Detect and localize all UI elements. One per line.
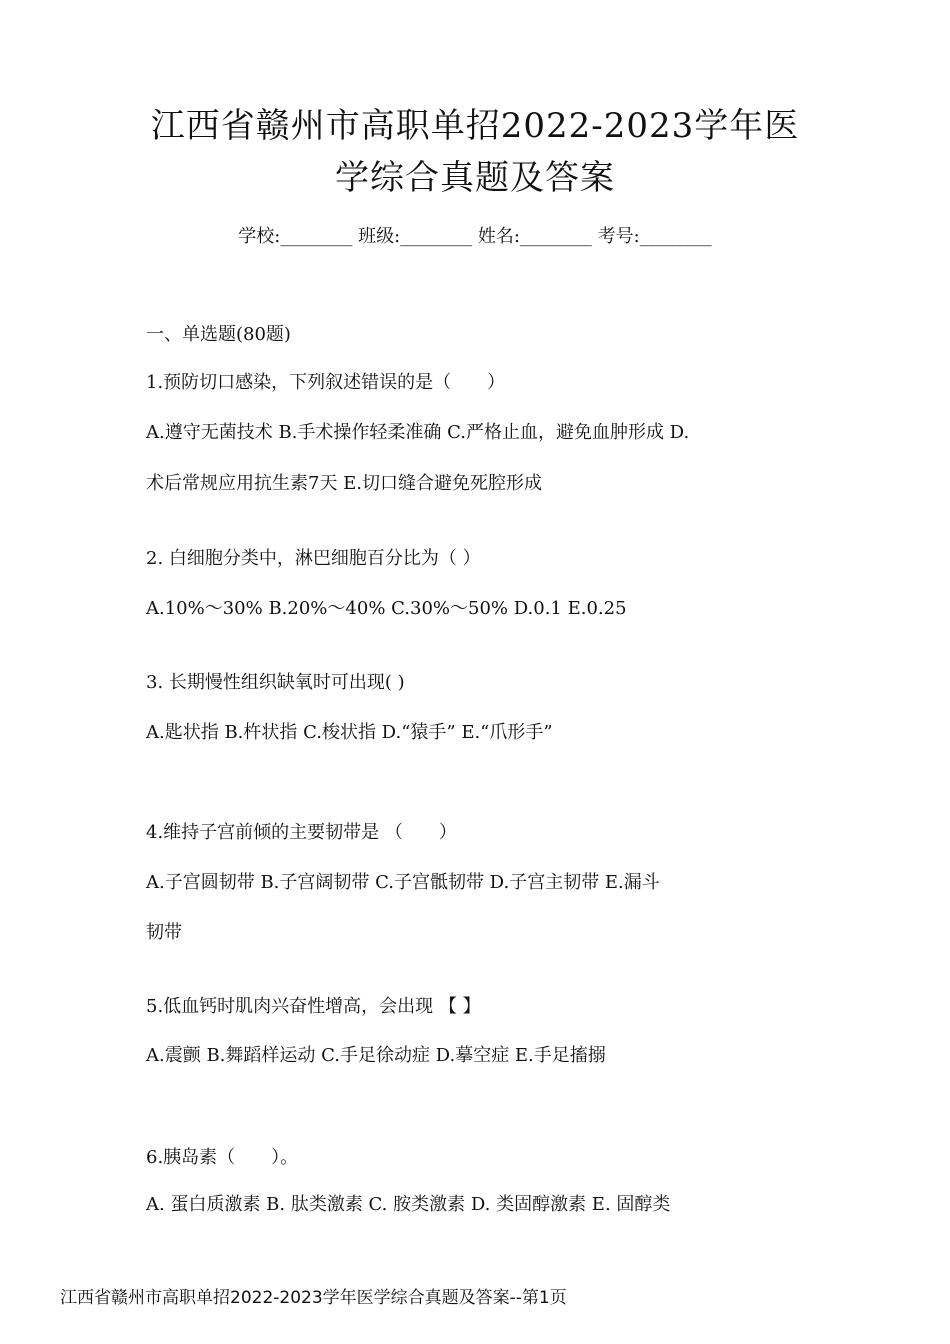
question-3-options: A.匙状指 B.杵状指 C.梭状指 D.“猿手” E.“爪形手” <box>146 722 553 743</box>
student-info-line: 学校:________ 班级:________ 姓名:________ 考号:________ <box>238 226 712 247</box>
question-5-stem: 5.低血钙时肌肉兴奋性增高，会出现 【 】 <box>146 996 481 1017</box>
question-2-stem: 2. 白细胞分类中，淋巴细胞百分比为（ ） <box>146 548 481 569</box>
question-1-options-line-2: 术后常规应用抗生素7天 E.切口缝合避免死腔形成 <box>146 473 543 494</box>
page-footer: 江西省赣州市高职单招2022-2023学年医学综合真题及答案--第1页 <box>60 1288 567 1308</box>
question-2-options: A.10%～30% B.20%～40% C.30%～50% D.0.1 E.0.25 <box>146 598 627 619</box>
question-4-options-line-2: 韧带 <box>146 922 182 943</box>
document-title-line-1: 江西省赣州市高职单招2022-2023学年医 <box>150 106 800 146</box>
question-6-options: A. 蛋白质激素 B. 肽类激素 C. 胺类激素 D. 类固醇激素 E. 固醇类 <box>146 1194 671 1215</box>
question-1-stem: 1.预防切口感染，下列叙述错误的是（ ） <box>146 372 506 393</box>
document-title-line-2: 学综合真题及答案 <box>335 158 615 198</box>
question-6-stem: 6.胰岛素（ ）。 <box>146 1147 299 1168</box>
question-4-stem: 4.维持子宫前倾的主要韧带是 （ ） <box>146 822 457 843</box>
question-5-options: A.震颤 B.舞蹈样运动 C.手足徐动症 D.摹空症 E.手足搐搦 <box>146 1045 606 1066</box>
section-heading: 一、单选题(80题) <box>146 324 291 345</box>
question-4-options-line-1: A.子宫圆韧带 B.子宫阔韧带 C.子宫骶韧带 D.子宫主韧带 E.漏斗 <box>146 872 660 893</box>
question-1-options-line-1: A.遵守无菌技术 B.手术操作轻柔准确 C.严格止血，避免血肿形成 D. <box>146 422 690 443</box>
question-3-stem: 3. 长期慢性组织缺氧时可出现( ) <box>146 672 405 693</box>
